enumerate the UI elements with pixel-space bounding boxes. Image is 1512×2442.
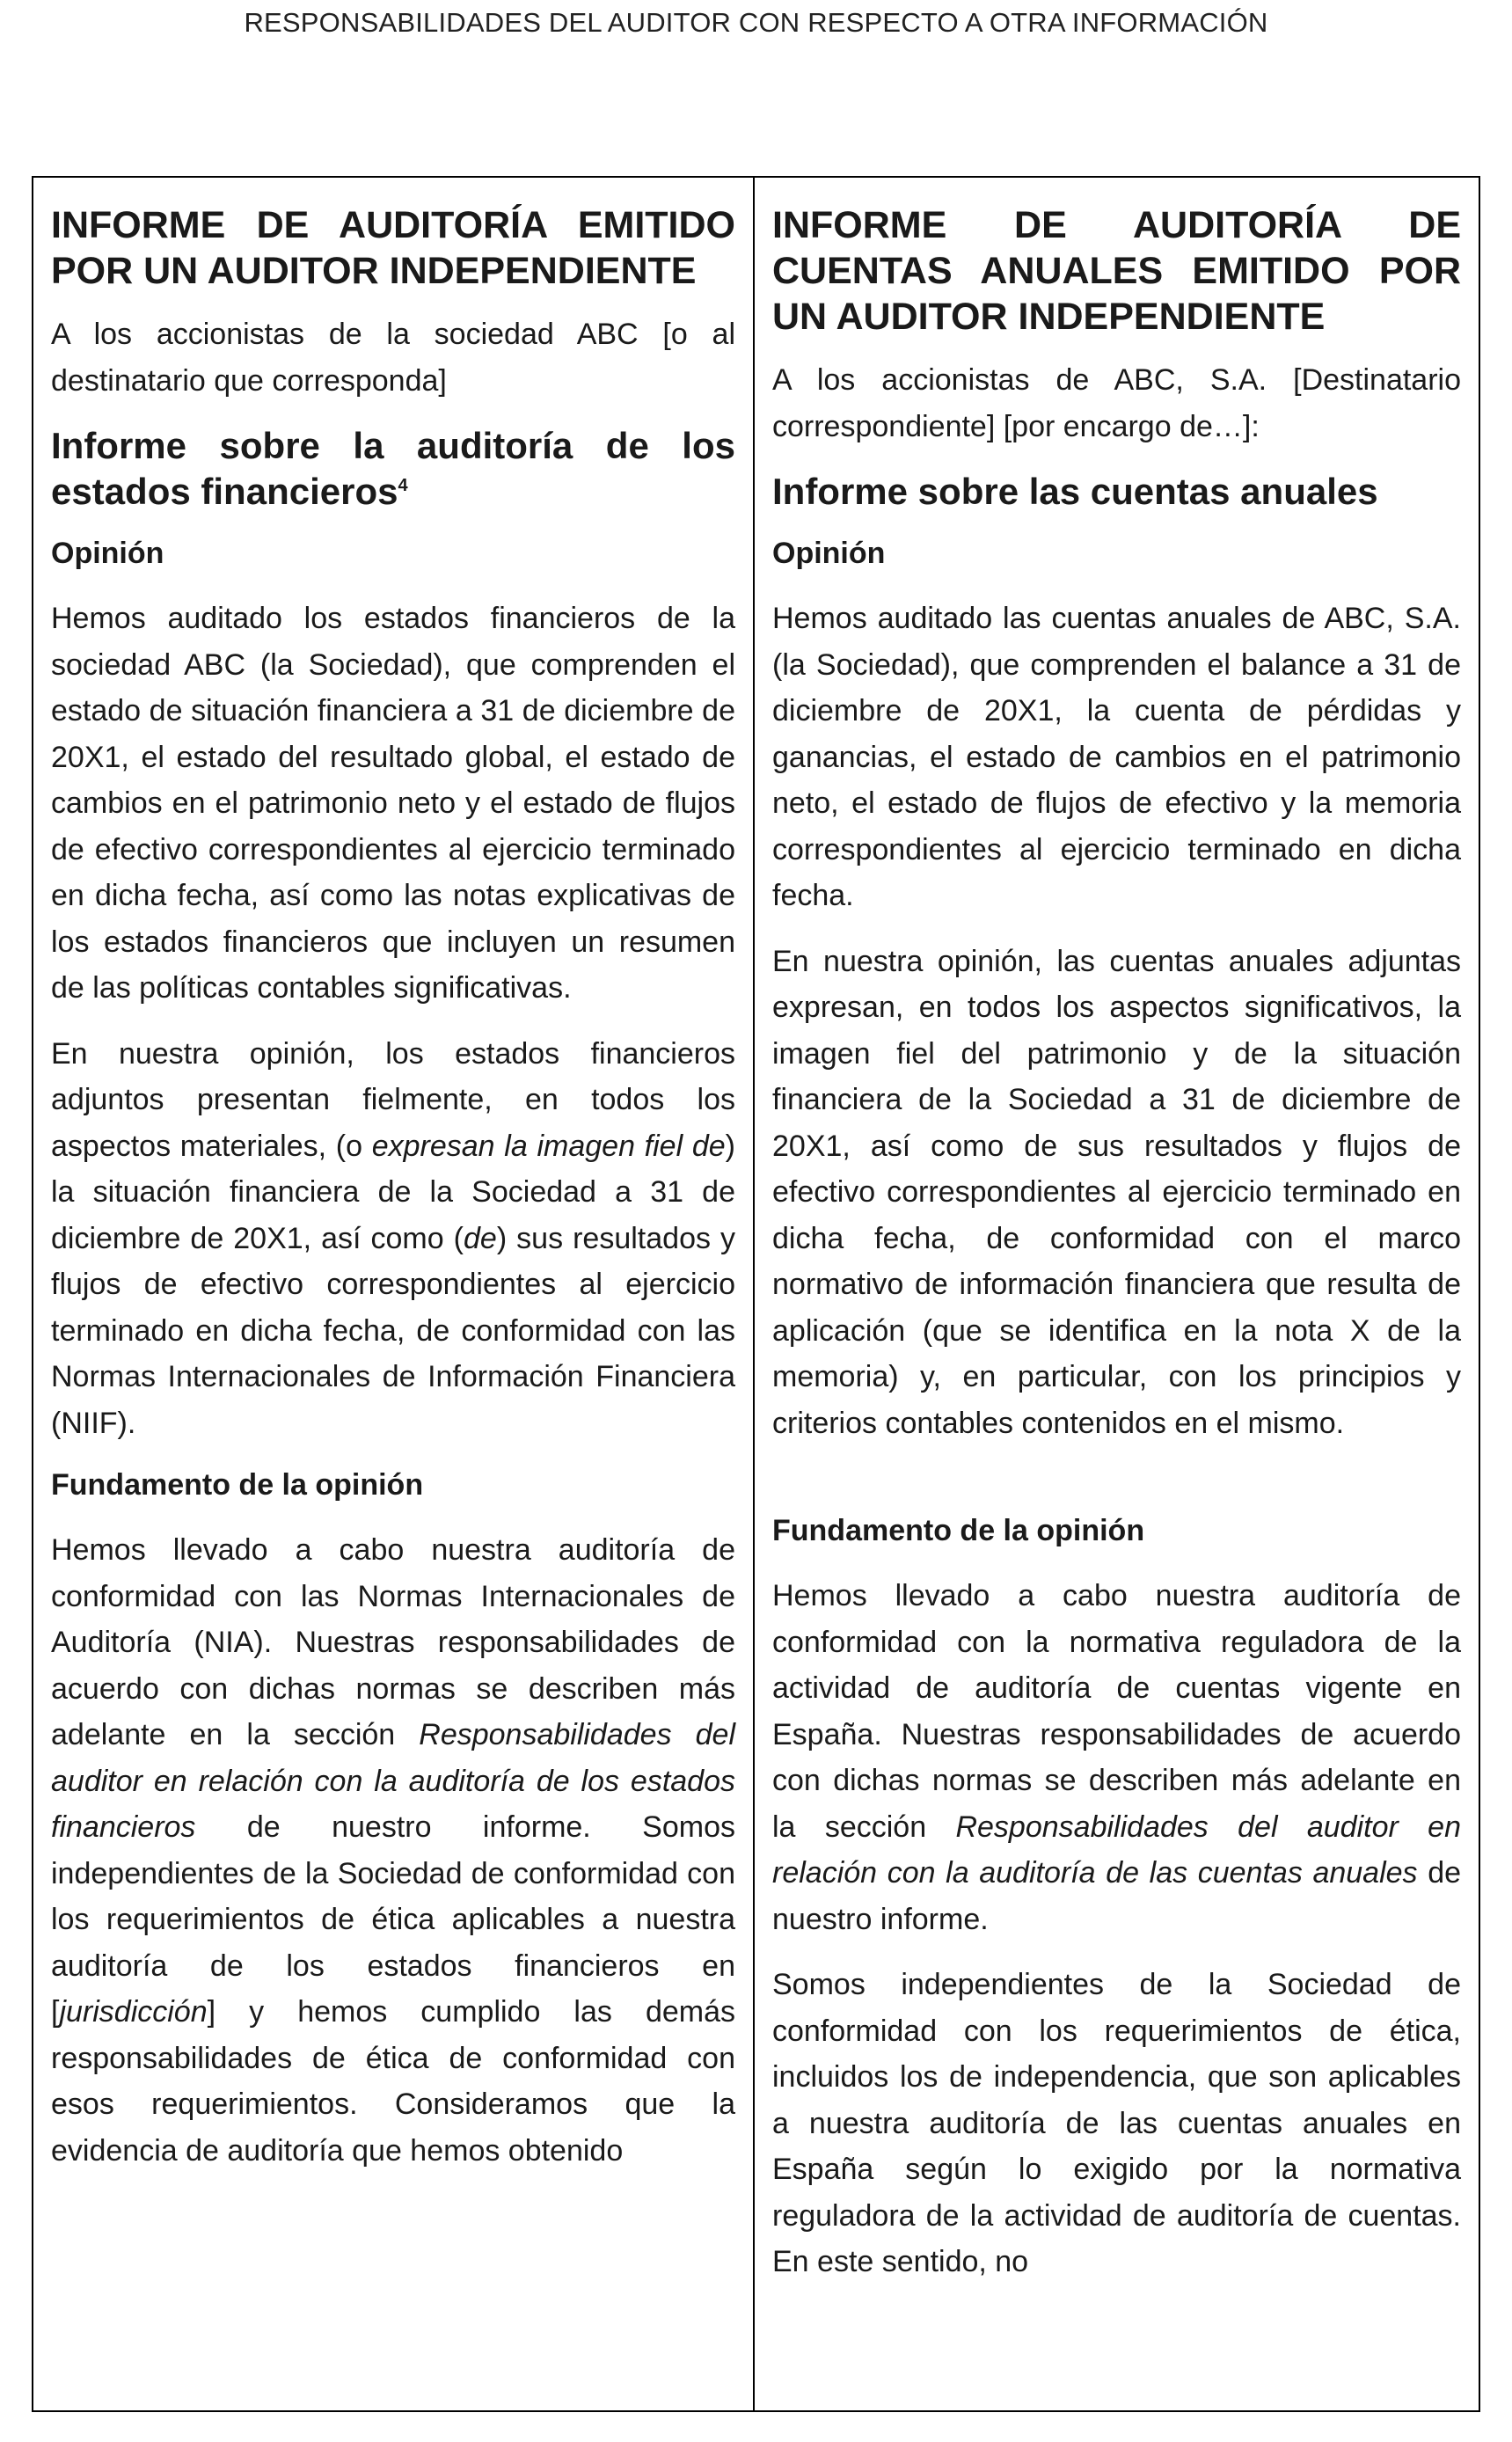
right-addressee: A los accionistas de ABC, S.A. [Destinatario correspondiente] [por encargo de…]: — [772, 363, 1461, 443]
right-opinion-heading: Opinión — [772, 537, 886, 570]
left-basis-paragraph — [51, 1527, 735, 2174]
left-opinion-paragraph-1: Hemos auditado los estados financieros de la sociedad ABC (la Sociedad), que comprenden el estado de situación financiera a 31 de diciembre de 20X1, el estado del resultado global, el estado de cambios en el patrimonio neto y el estado de flujos de efectivo correspondientes al ejercicio terminado en dicha fecha, así como las notas explicativas de los estados financieros que incluyen un resumen de las políticas contables significativas. — [51, 602, 735, 1005]
text-run: En nuestra opinión, los estados financieros adjuntos presentan fielmente, en todos los aspectos materiales, (o — [51, 1036, 735, 1163]
italic-run: expresan la imagen fiel de — [371, 1129, 726, 1163]
text-run: ] y hemos cumplido las demás responsabilidades de ética de conformidad con esos requerimientos. Consideramos que la evidencia de auditoría que hemos obtenido — [51, 1995, 735, 2168]
italic-run: de — [464, 1221, 497, 1255]
right-section-title: Informe sobre las cuentas anuales — [772, 471, 1378, 512]
right-report-title: INFORME DE AUDITORÍA DE CUENTAS ANUALES EMITIDO POR UN AUDITOR INDEPENDIENTE — [772, 204, 1461, 338]
right-basis-paragraph-2: Somos independientes de la Sociedad de conformidad con los requerimientos de ética, incluidos los de independencia, que son aplicables a nuestra auditoría de las cuentas anuales en España según lo exigido por la normativa reguladora de la actividad de auditoría de cuentas. En este sentido, no — [772, 1968, 1461, 2278]
right-basis-paragraph-1 — [772, 1573, 1461, 1942]
left-basis-heading: Fundamento de la opinión — [51, 1468, 424, 1502]
left-opinion-paragraph-2 — [51, 1031, 735, 1447]
right-opinion-paragraph-1: Hemos auditado las cuentas anuales de ABC, S.A. (la Sociedad), que comprenden el balance a 31 de diciembre de 20X1, la cuenta de pérdidas y ganancias, el estado de cambios en el patrimonio neto, el estado de flujos de efectivo y la memoria correspondientes al ejercicio terminado en dicha fecha. — [772, 602, 1461, 912]
comparison-table — [32, 176, 1480, 2412]
text-run: Hemos llevado a cabo nuestra auditoría de conformidad con la normativa reguladora de la actividad de auditoría de cuentas vigente en España. Nuestras responsabilidades de acuerdo con dichas normas se describen más adelante en la sección — [772, 1579, 1461, 1844]
footnote-marker[interactable]: 4 — [398, 476, 408, 495]
text-run: de nuestro informe. — [772, 1856, 1462, 1936]
text-run: de nuestro informe. Somos independientes de la Sociedad de conformidad con los requerimientos de ética aplicables a nuestra auditoría de los estados financieros en [ — [51, 1810, 735, 2029]
left-column-niif-report — [33, 178, 755, 2410]
left-section-title — [51, 423, 735, 515]
running-header: RESPONSABILIDADES DEL AUDITOR CON RESPECTO A OTRA INFORMACIÓN — [244, 7, 1268, 38]
text-run: Hemos llevado a cabo nuestra auditoría de conformidad con las Normas Internacionales de Auditoría (NIA). Nuestras responsabilidades de acuerdo con dichas normas se describen más adelante en la sección — [51, 1533, 735, 1751]
right-basis-heading: Fundamento de la opinión — [772, 1514, 1145, 1547]
italic-run: jurisdicción — [59, 1995, 208, 2029]
italic-run: Responsabilidades del auditor en relación con la auditoría de los estados financieros — [51, 1718, 736, 1844]
right-column-spanish-report — [755, 178, 1479, 2410]
italic-run: Responsabilidades del auditor en relación con la auditoría de las cuentas anuales — [772, 1810, 1462, 1890]
left-opinion-heading: Opinión — [51, 537, 164, 570]
right-opinion-paragraph-2: En nuestra opinión, las cuentas anuales adjuntas expresan, en todos los aspectos significativos, la imagen fiel del patrimonio y de la situación financiera de la Sociedad a 31 de diciembre de 20X1, así como de sus resultados y flujos de efectivo correspondientes al ejercicio terminado en dicha fecha, de conformidad con el marco normativo de información financiera que resulta de aplicación (que se identifica en la nota X de la memoria) y, en particular, con los principios y criterios contables contenidos en el mismo. — [772, 944, 1461, 1440]
left-report-title: INFORME DE AUDITORÍA EMITIDO POR UN AUDITOR INDEPENDIENTE — [51, 204, 735, 292]
text-run: ) la situación financiera de la Sociedad a 31 de diciembre de 20X1, así como ( — [51, 1129, 735, 1255]
left-addressee: A los accionistas de la sociedad ABC [o al destinatario que corresponda] — [51, 318, 735, 398]
left-section-title-text: Informe sobre la auditoría de los estados financieros — [51, 425, 735, 512]
text-run: ) sus resultados y flujos de efectivo correspondientes al ejercicio terminado en dicha fecha, de conformidad con las Normas Internacionales de Información Financiera (NIIF). — [51, 1221, 735, 1440]
